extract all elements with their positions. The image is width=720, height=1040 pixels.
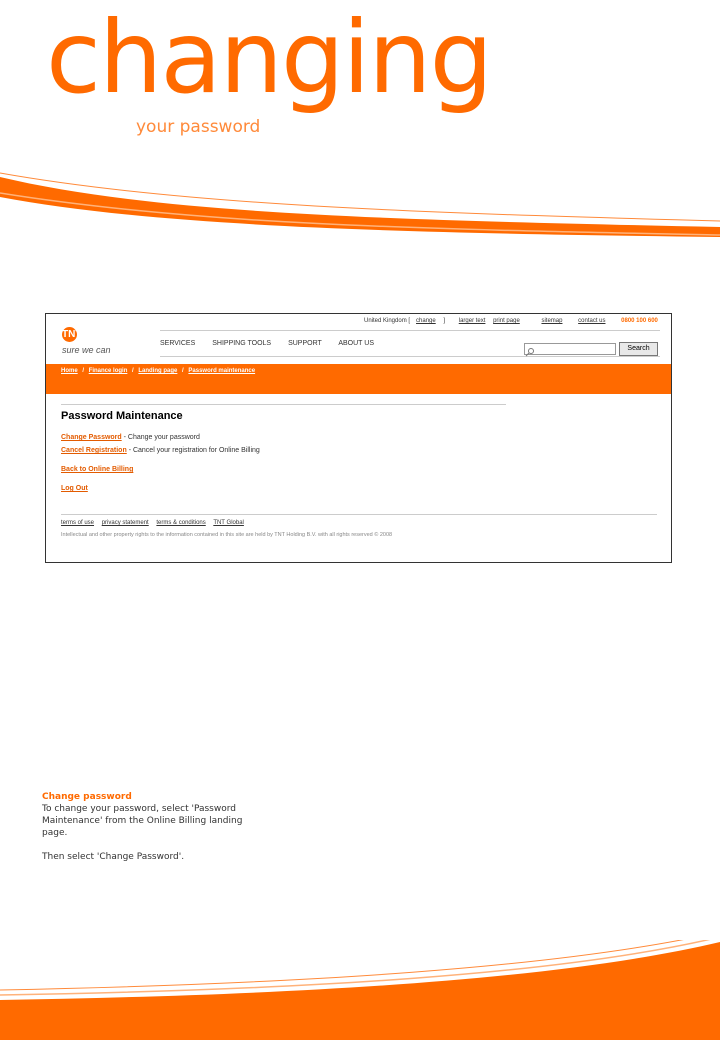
cancel-registration-link[interactable]: Cancel Registration	[61, 447, 127, 454]
page-title: changing	[46, 0, 492, 116]
tnt-logo	[62, 324, 82, 342]
breadcrumb-password-maintenance[interactable]: Password maintenance	[188, 368, 256, 374]
breadcrumb-bar	[46, 364, 671, 394]
cancel-registration-row: Cancel Registration - Cancel your registration for Online Billing	[61, 447, 260, 454]
privacy-statement-link[interactable]: privacy statement	[101, 520, 149, 526]
tnt-global-link[interactable]: TNT Global	[213, 520, 244, 526]
page-subtitle: your password	[136, 117, 261, 137]
change-password-row: Change Password - Change your password	[61, 434, 200, 441]
contact-us-link[interactable]: contact us	[578, 318, 606, 324]
phone-number: 0800 100 600	[621, 318, 658, 324]
nav-about-us[interactable]: ABOUT US	[338, 340, 374, 347]
search-icon	[525, 347, 535, 357]
back-row	[61, 466, 133, 473]
search-button[interactable]: Search	[619, 342, 658, 356]
main-nav	[160, 340, 389, 347]
divider	[61, 514, 657, 515]
tnt-logo-mark: TNT	[62, 329, 82, 340]
screenshot-frame	[45, 313, 672, 563]
utility-bar	[364, 318, 664, 324]
log-out-link[interactable]: Log Out	[61, 485, 88, 492]
country-label: United Kingdom [ change ]	[364, 318, 446, 324]
search-input[interactable]	[524, 343, 616, 355]
section-title: Password Maintenance	[61, 410, 183, 422]
caption	[42, 791, 252, 863]
change-country-link[interactable]: change	[416, 318, 436, 324]
print-page-link[interactable]: print page	[493, 318, 520, 324]
bottom-swoosh	[0, 940, 720, 1040]
breadcrumb-home[interactable]: Home	[61, 368, 78, 374]
caption-heading: Change password	[42, 792, 132, 802]
divider	[61, 404, 506, 405]
logout-row	[61, 485, 88, 492]
footer-links	[61, 520, 250, 526]
nav-support[interactable]: SUPPORT	[288, 340, 322, 347]
change-password-link[interactable]: Change Password	[61, 434, 122, 441]
larger-text-link[interactable]: larger text	[458, 318, 486, 324]
caption-paragraph: Then select 'Change Password'.	[42, 852, 185, 862]
sitemap-link[interactable]: sitemap	[541, 318, 563, 324]
nav-shipping-tools[interactable]: SHIPPING TOOLS	[212, 340, 272, 347]
back-to-online-billing-link[interactable]: Back to Online Billing	[61, 466, 134, 473]
divider	[160, 330, 660, 331]
breadcrumb-finance-login[interactable]: Finance login	[88, 368, 128, 374]
divider	[160, 356, 660, 357]
terms-conditions-link[interactable]: terms & conditions	[156, 520, 206, 526]
terms-of-use-link[interactable]: terms of use	[61, 520, 95, 526]
breadcrumb: Home / Finance login / Landing page / Password maintenance	[61, 368, 256, 374]
legal-notice: Intellectual and other property rights to the information contained in this site are held by TNT Holding B.V. with all rights reserved © 2008	[61, 532, 393, 538]
top-swoosh	[0, 165, 720, 245]
tagline: sure we can	[62, 345, 111, 355]
breadcrumb-landing-page[interactable]: Landing page	[138, 368, 178, 374]
caption-paragraph: To change your password, select 'Password Maintenance' from the Online Billing landing page.	[42, 804, 243, 838]
nav-services[interactable]: SERVICES	[160, 340, 196, 347]
